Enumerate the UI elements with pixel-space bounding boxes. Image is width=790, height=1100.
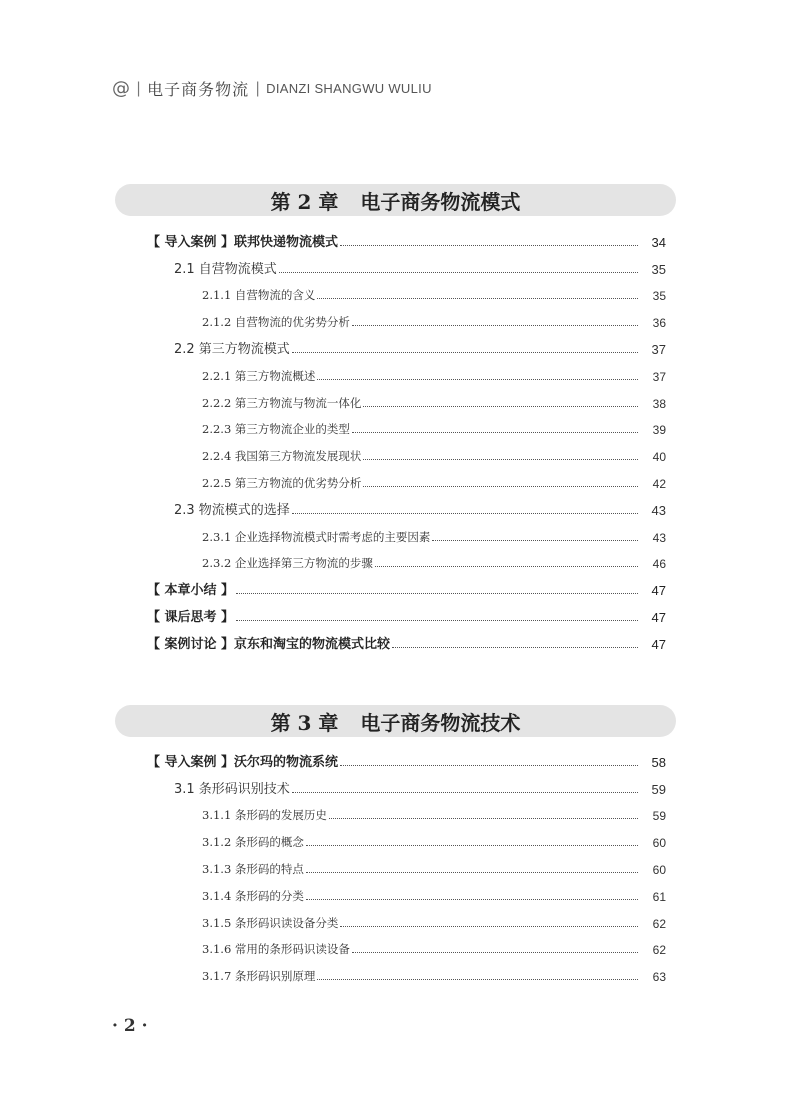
toc-entry [202,389,666,416]
toc-list [0,228,790,657]
chapter-title: 电子商务物流模式 [360,189,521,214]
dot-leader [317,979,638,980]
chapter-heading [115,184,676,216]
toc-entry-label: 【 导入案例 】联邦快递物流模式 [147,231,340,250]
toc-entry [202,936,666,963]
toc-entry-label: 【 案例讨论 】京东和淘宝的物流模式比较 [147,633,392,652]
toc-entry-label: 2.1 自营物流模式 [174,258,279,277]
toc-entry [202,855,666,882]
toc-entry [202,962,666,989]
toc-entry [202,469,666,496]
toc-entry-page: 62 [638,943,666,957]
toc-entry-page: 42 [638,477,666,491]
toc-entry-page: 36 [638,316,666,330]
toc-entry-label: 3.1.7 条形码识别原理 [202,969,316,984]
toc-entry-page: 60 [638,863,666,877]
toc-entry [202,909,666,936]
toc-entry [174,775,666,802]
toc-entry-label: 3.1.4 条形码的分类 [202,888,304,903]
toc-entry [174,335,666,362]
toc-entry-page: 43 [638,503,666,518]
header-separator: | [136,79,142,97]
toc-entry-page: 58 [638,755,666,770]
dot-leader [279,272,638,273]
dot-leader [352,952,638,953]
toc-entry-page: 40 [638,450,666,464]
toc-entry-label: 【 课后思考 】 [147,606,236,625]
toc-entry-page: 37 [638,370,666,384]
header-title-cn: 电子商务物流 [147,79,250,99]
toc-entry-label: 2.2.2 第三方物流与物流一体化 [202,395,362,410]
toc-entry [202,362,666,389]
toc-entry-page: 34 [638,235,666,250]
toc-entry [202,802,666,829]
dot-leader [236,593,638,594]
dot-leader [363,486,638,487]
dot-leader [317,379,638,380]
toc-entry-label: 2.2 第三方物流模式 [174,338,292,357]
toc-entry-page: 59 [638,809,666,823]
dot-leader [292,352,638,353]
dot-leader [340,765,638,766]
toc-entry [147,748,666,775]
toc-entry [174,496,666,523]
dot-leader [363,459,638,460]
toc-entry [147,630,666,657]
toc-entry-page: 47 [638,610,666,625]
toc-entry-label: 2.3 物流模式的选择 [174,499,292,518]
running-header [112,74,432,102]
toc-entry-page: 39 [638,423,666,437]
toc-entry-label: 3.1.6 常用的条形码识读设备 [202,942,350,957]
toc-entry-page: 35 [638,289,666,303]
toc-entry-label: 2.1.1 自营物流的含义 [202,288,316,303]
dot-leader [292,792,638,793]
chapter-number: 第 3 章 [270,710,339,735]
chapter-title: 电子商务物流技术 [360,710,521,735]
toc-entry-label: 2.3.2 企业选择第三方物流的步骤 [202,556,373,571]
page-number: · 2 · [112,1016,148,1036]
dot-leader [340,926,638,927]
dot-leader [306,899,638,900]
toc-entry [174,255,666,282]
toc-entry-page: 35 [638,262,666,277]
toc-entry-label: 【 本章小结 】 [147,579,236,598]
toc-entry-page: 37 [638,342,666,357]
chapter-heading [115,705,676,737]
toc-entry-page: 38 [638,397,666,411]
dot-leader [340,245,638,246]
dot-leader [306,845,638,846]
toc-entry [147,603,666,630]
toc-entry-page: 43 [638,531,666,545]
dot-leader [292,513,638,514]
toc-entry-label: 2.1.2 自营物流的优劣势分析 [202,315,350,330]
dot-leader [306,872,638,873]
toc-entry-page: 61 [638,890,666,904]
dot-leader [317,298,638,299]
dot-leader [432,540,638,541]
at-icon: @ [112,77,130,99]
toc-entry-page: 60 [638,836,666,850]
dot-leader [363,406,638,407]
toc-entry [202,416,666,443]
toc-list [0,748,790,989]
toc-entry-label: 2.3.1 企业选择物流模式时需考虑的主要因素 [202,529,431,544]
toc-entry [202,308,666,335]
toc-entry [202,282,666,309]
toc-entry-page: 59 [638,782,666,797]
toc-entry-label: 2.2.3 第三方物流企业的类型 [202,422,350,437]
toc-entry-page: 47 [638,583,666,598]
header-title-en: DIANZI SHANGWU WULIU [266,80,432,96]
dot-leader [392,647,638,648]
dot-leader [236,620,638,621]
toc-entry-page: 47 [638,637,666,652]
toc-entry [202,828,666,855]
toc-entry-label: 3.1.5 条形码识读设备分类 [202,915,339,930]
toc-entry-label: 3.1.1 条形码的发展历史 [202,808,327,823]
toc-entry-page: 63 [638,970,666,984]
toc-entry [147,576,666,603]
toc-entry-page: 46 [638,557,666,571]
dot-leader [352,432,638,433]
toc-entry-label: 2.2.5 第三方物流的优劣势分析 [202,475,362,490]
toc-entry [202,442,666,469]
dot-leader [375,566,638,567]
toc-entry-label: 【 导入案例 】沃尔玛的物流系统 [147,751,340,770]
toc-entry-page: 62 [638,917,666,931]
header-separator: | [255,79,261,97]
toc-entry-label: 2.2.4 我国第三方物流发展现状 [202,449,362,464]
toc-entry [202,550,666,577]
toc-entry [147,228,666,255]
dot-leader [329,818,638,819]
toc-entry-label: 2.2.1 第三方物流概述 [202,368,316,383]
toc-entry [202,523,666,550]
toc-entry-label: 3.1.3 条形码的特点 [202,861,304,876]
toc-entry-label: 3.1.2 条形码的概念 [202,835,304,850]
chapter-number: 第 2 章 [270,189,339,214]
toc-entry-label: 3.1 条形码识别技术 [174,778,292,797]
toc-entry [202,882,666,909]
dot-leader [352,325,638,326]
